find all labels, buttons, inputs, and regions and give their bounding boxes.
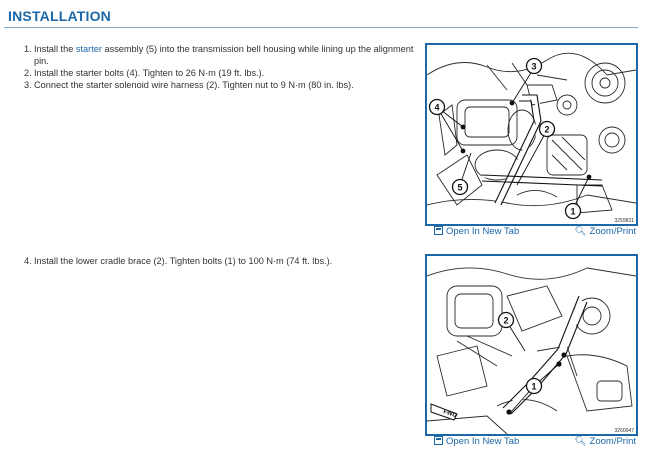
zoom-label: Zoom/Print bbox=[589, 436, 636, 447]
section-title: INSTALLATION bbox=[8, 8, 111, 24]
step-number: 3. bbox=[24, 80, 32, 90]
callout-4: 4 bbox=[434, 102, 440, 113]
callout-2: 2 bbox=[503, 315, 509, 326]
step-number: 2. bbox=[24, 68, 32, 78]
magnifier-icon: 🔍︎ bbox=[574, 226, 587, 237]
starter-link[interactable]: starter bbox=[75, 44, 102, 54]
step-text-post: assembly (5) into the transmission bell housing while lining up the alignment pin. bbox=[34, 44, 414, 66]
step-text: Install the starter bolts (4). Tighten to 26 N·m (19 ft. lbs.). bbox=[34, 68, 265, 78]
steps-list-1 bbox=[24, 43, 419, 91]
zoom-print-link[interactable] bbox=[574, 226, 636, 237]
cradle-brace-figure[interactable] bbox=[425, 254, 638, 436]
open-tab-icon bbox=[434, 226, 443, 235]
step-3 bbox=[24, 79, 419, 91]
figure-1-actions bbox=[430, 226, 638, 240]
open-label: Open In New Tab bbox=[446, 436, 520, 447]
callout-5: 5 bbox=[457, 182, 463, 193]
step-text: Connect the starter solenoid wire harness (2). Tighten nut to 9 N·m (80 in. lbs). bbox=[34, 80, 354, 90]
callout-1: 1 bbox=[570, 206, 576, 217]
step-1 bbox=[24, 43, 419, 67]
title-divider bbox=[4, 27, 638, 28]
step-text: Install the lower cradle brace (2). Tighten bolts (1) to 100 N·m (74 ft. lbs.). bbox=[34, 256, 333, 266]
step-4 bbox=[24, 255, 419, 267]
forward-arrow bbox=[431, 404, 458, 420]
magnifier-icon: 🔍︎ bbox=[574, 436, 587, 447]
starter-installation-figure[interactable] bbox=[425, 43, 638, 226]
starter-engine-illustration bbox=[427, 45, 636, 224]
step-2 bbox=[24, 67, 419, 79]
open-tab-icon bbox=[434, 436, 443, 445]
figure-code: 3260047 bbox=[614, 428, 634, 434]
callout-3: 3 bbox=[531, 61, 537, 72]
step-number: 4. bbox=[24, 256, 32, 266]
step-number: 1. bbox=[24, 44, 32, 54]
callout-2: 2 bbox=[544, 124, 550, 135]
step-text-pre: Install the bbox=[34, 44, 76, 54]
steps-list-2 bbox=[24, 255, 419, 267]
open-in-new-tab-link[interactable] bbox=[434, 226, 519, 237]
cradle-brace-illustration bbox=[427, 256, 636, 434]
zoom-label: Zoom/Print bbox=[589, 226, 636, 237]
figure-code: 3259831 bbox=[614, 218, 634, 224]
callout-1: 1 bbox=[531, 381, 537, 392]
figure-2-actions bbox=[430, 436, 638, 450]
fwd-label: FWD bbox=[442, 409, 458, 420]
open-label: Open In New Tab bbox=[446, 226, 520, 237]
